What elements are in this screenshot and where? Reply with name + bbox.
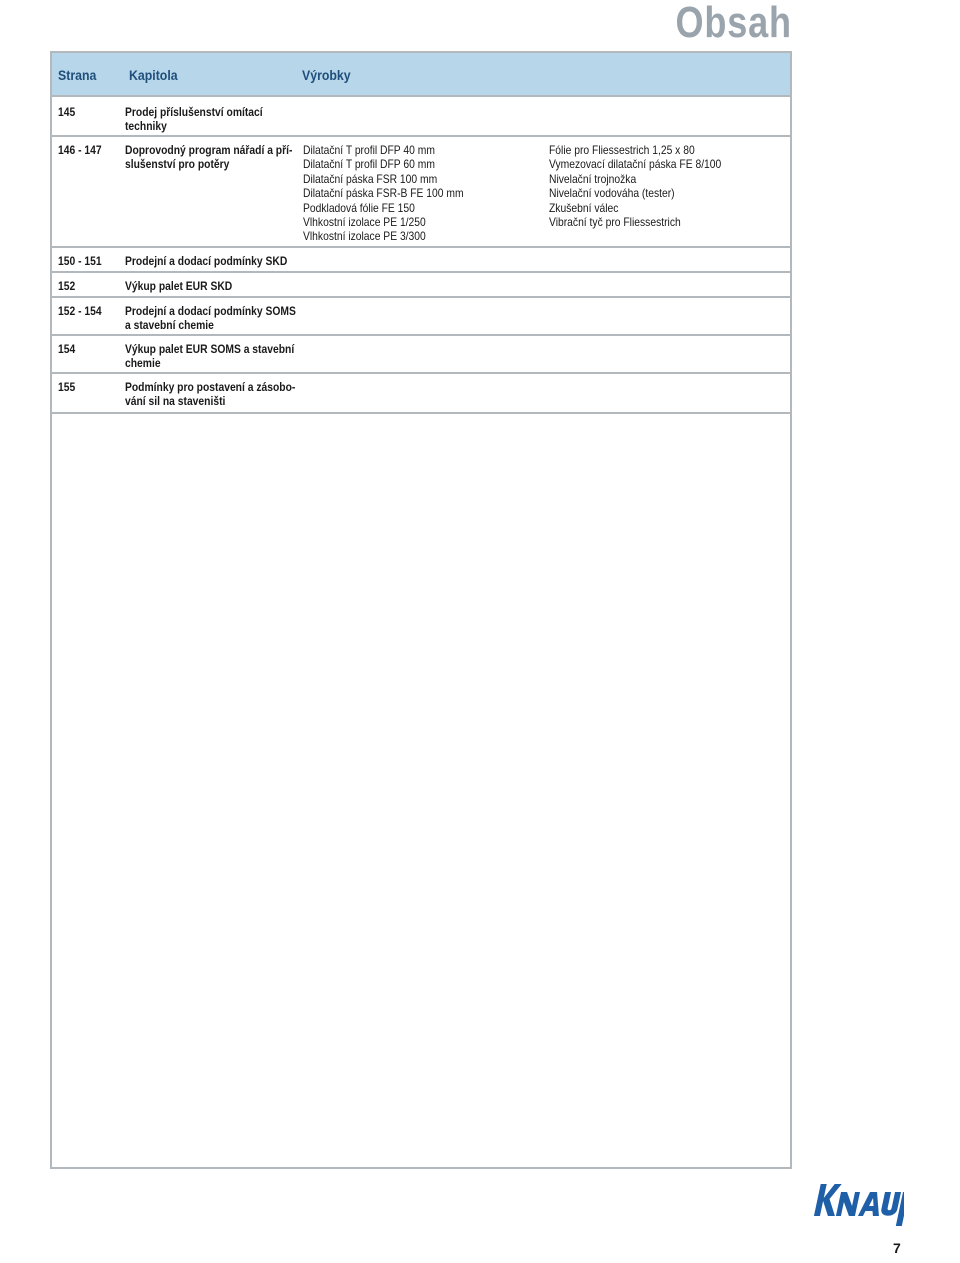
header-vyrobky: Výrobky bbox=[302, 67, 351, 83]
row-page: 152 - 154 bbox=[58, 304, 102, 318]
table-row bbox=[52, 298, 790, 336]
table-row bbox=[52, 273, 790, 298]
row-chapter: Prodejní a dodací podmínky SKD bbox=[125, 254, 288, 268]
row-chapter: Podmínky pro postavení a zásobo- vání sil na staveništi bbox=[125, 380, 296, 409]
row-page: 152 bbox=[58, 279, 76, 293]
row-chapter: Doprovodný program nářadí a pří- slušenství pro potěry bbox=[125, 143, 293, 172]
contents-table bbox=[50, 51, 792, 1169]
table-row bbox=[52, 99, 790, 137]
header-kapitola: Kapitola bbox=[129, 67, 178, 83]
table-row bbox=[52, 248, 790, 273]
row-page: 146 - 147 bbox=[58, 143, 102, 157]
row-page: 145 bbox=[58, 105, 76, 119]
row-page: 150 - 151 bbox=[58, 254, 102, 268]
row-products-col1: Dilatační T profil DFP 40 mm Dilatační T profil DFP 60 mm Dilatační páska FSR 100 mm Dilatační páska FSR-B FE 100 mm Podkladová fólie FE 150 Vlhkostní izolace PE 1/250 Vlhkostní izolace PE 3/300 bbox=[303, 143, 464, 244]
page-number: 7 bbox=[893, 1240, 901, 1256]
row-page: 155 bbox=[58, 380, 76, 394]
page-title: Obsah bbox=[675, 0, 792, 47]
row-chapter: Prodej příslušenství omítací techniky bbox=[125, 105, 263, 134]
table-header bbox=[52, 53, 790, 97]
knauf-logo-graphic bbox=[812, 1178, 904, 1232]
knauf-logo-icon bbox=[812, 1178, 904, 1232]
table-row bbox=[52, 137, 790, 248]
row-chapter: Výkup palet EUR SOMS a stavební chemie bbox=[125, 342, 295, 371]
table-row bbox=[52, 374, 790, 414]
header-strana: Strana bbox=[58, 67, 97, 83]
row-chapter: Prodejní a dodací podmínky SOMS a stavební chemie bbox=[125, 304, 296, 333]
row-page: 154 bbox=[58, 342, 76, 356]
row-chapter: Výkup palet EUR SKD bbox=[125, 279, 233, 293]
table-row bbox=[52, 336, 790, 374]
row-products-col2: Fólie pro Fliessestrich 1,25 x 80 Vymezovací dilatační páska FE 8/100 Nivelační trojnožka Nivelační vodováha (tester) Zkušební válec Vibrační tyč pro Fliessestrich bbox=[549, 143, 722, 230]
